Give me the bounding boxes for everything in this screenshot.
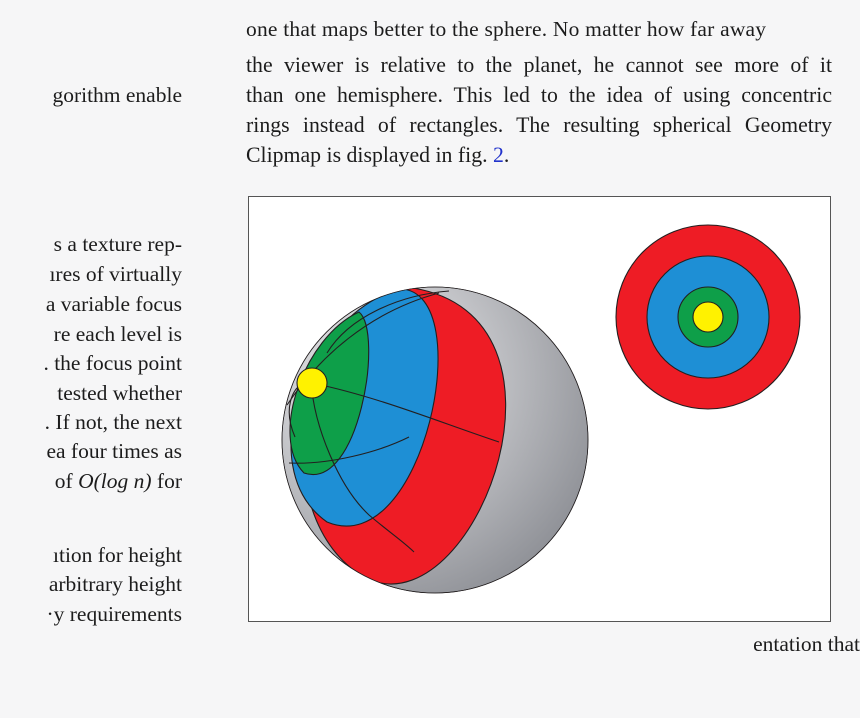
paragraph-line [246,140,832,170]
left-line: gorithm enable [52,83,182,107]
sphere-focus-yellow [297,368,327,398]
figure-canvas [249,197,830,621]
left-line: arbitrary height [48,572,182,596]
left-cut-bottom-line [678,632,860,656]
flat-ring-diagram [616,225,800,409]
left-cut-bottom-text: entation that [753,632,860,656]
right-paragraph [246,50,832,170]
complexity-math: O(log n) [78,469,152,493]
left-column-text [0,0,182,640]
left-line: . the focus point [43,351,182,375]
right-cut-top-line [246,17,836,46]
complexity-suffix: for [151,469,182,493]
flat-ring-yellow [693,302,723,332]
figure-reference-link[interactable]: 2 [493,143,504,167]
sphere-illustration [282,287,588,593]
left-line: ıtion for height [53,543,182,567]
left-line: ıres of virtually [49,262,182,286]
figure-spherical-clipmap [248,196,831,622]
left-line: ·y requirements [46,602,182,626]
paragraph-line: the viewer is relative to the planet, he cannot see more of it [246,53,832,77]
paragraph-line-text: Clipmap is displayed in fig. [246,143,494,167]
left-line: tested whether [57,381,182,405]
paragraph-line: than one hemisphere. This led to the idea of using concentric [246,83,832,107]
paragraph-line: rings instead of rectangles. The resulting spherical Geometry [246,113,832,137]
paragraph-line-end: . [503,143,510,167]
left-line: . If not, the next [44,410,182,434]
left-line: ea four times as [46,439,182,463]
right-cut-top-text: one that maps better to the sphere. No matter how far away [246,17,767,41]
complexity-line [55,466,182,496]
left-line: re each level is [53,322,182,346]
left-line: s a texture rep- [53,232,182,256]
left-line: a variable focus [45,292,182,316]
complexity-prefix: of [54,469,79,493]
